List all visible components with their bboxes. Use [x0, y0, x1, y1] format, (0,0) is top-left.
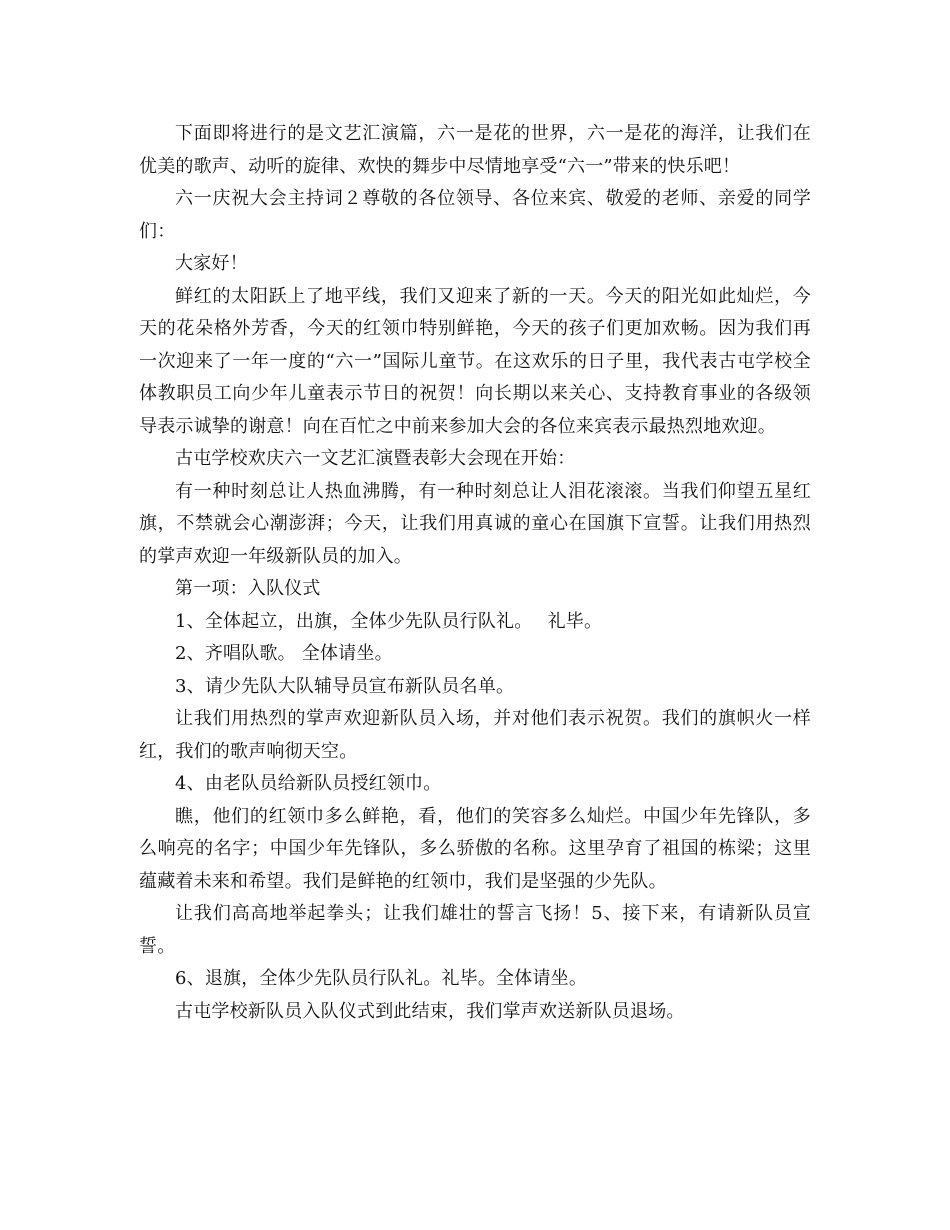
paragraph-hello: 大家好！ — [175, 253, 248, 274]
paragraph-ceremony-end: 古屯学校新队员入队仪式到此结束，我们掌声欢送新队员退场。 — [175, 1000, 685, 1022]
paragraph-step-1: 1、全体起立，出旗，全体少先队员行队礼。 礼毕。 — [175, 610, 603, 632]
paragraph-welcome-new-members: 让我们用热烈的掌声欢迎新队员入场，并对他们表示祝贺。我们的旗帜火一样红，我们的歌声响彻天空。 — [139, 708, 811, 762]
paragraph-red-scarf: 瞧，他们的红领巾多么鲜艳，看，他们的笑容多么灿烂。中国少年先锋队，多么响亮的名字；中国少年先锋队，多么骄傲的名称。这里孕育了祖国的栋梁；这里蕴藏着未来和希望。我们是鲜艳的红领巾，我们是坚强的少先队。 — [139, 805, 811, 892]
paragraph-oath: 让我们高高地举起拳头；让我们雄壮的誓言飞扬！5、接下来，有请新队员宣誓。 — [139, 903, 811, 957]
paragraph-performance-intro: 下面即将进行的是文艺汇演篇，六一是花的世界，六一是花的海洋，让我们在优美的歌声、动听的旋律、欢快的舞步中尽情地享受“六一”带来的快乐吧！ — [139, 123, 811, 177]
paragraph-step-3: 3、请少先队大队辅导员宣布新队员名单。 — [175, 675, 515, 697]
paragraph-step-2: 2、齐唱队歌。 全体请坐。 — [175, 643, 393, 664]
document-body — [139, 118, 811, 1028]
paragraph-ceremony-start: 古屯学校欢庆六一文艺汇演暨表彰大会现在开始： — [175, 448, 576, 469]
paragraph-item-one-heading: 第一项：入队仪式 — [175, 578, 321, 599]
paragraph-step-4: 4、由老队员给新队员授红领巾。 — [175, 773, 442, 794]
paragraph-step-6: 6、退旗，全体少先队员行队礼。礼毕。全体请坐。 — [175, 968, 588, 989]
paragraph-greeting-address: 六一庆祝大会主持词２尊敬的各位领导、各位来宾、敬爱的老师、亲爱的同学们： — [139, 188, 811, 242]
paragraph-flag-moment: 有一种时刻总让人热血沸腾，有一种时刻总让人泪花滚滚。当我们仰望五星红旗，不禁就会心潮澎湃；今天，让我们用真诚的童心在国旗下宣誓。让我们用热烈的掌声欢迎一年级新队员的加入。 — [139, 480, 811, 567]
paragraph-opening-speech: 鲜红的太阳跃上了地平线，我们又迎来了新的一天。今天的阳光如此灿烂，今天的花朵格外芳香，今天的红领巾特别鲜艳，今天的孩子们更加欢畅。因为我们再一次迎来了一年一度的“六一”国际儿童节。在这欢乐的日子里，我代表古屯学校全体教职员工向少年儿童表示节日的祝贺！向长期以来关心、支持教育事业的各级领导表示诚挚的谢意！向在百忙之中前来参加大会的各位来宾表示最热烈地欢迎。 — [139, 285, 811, 437]
